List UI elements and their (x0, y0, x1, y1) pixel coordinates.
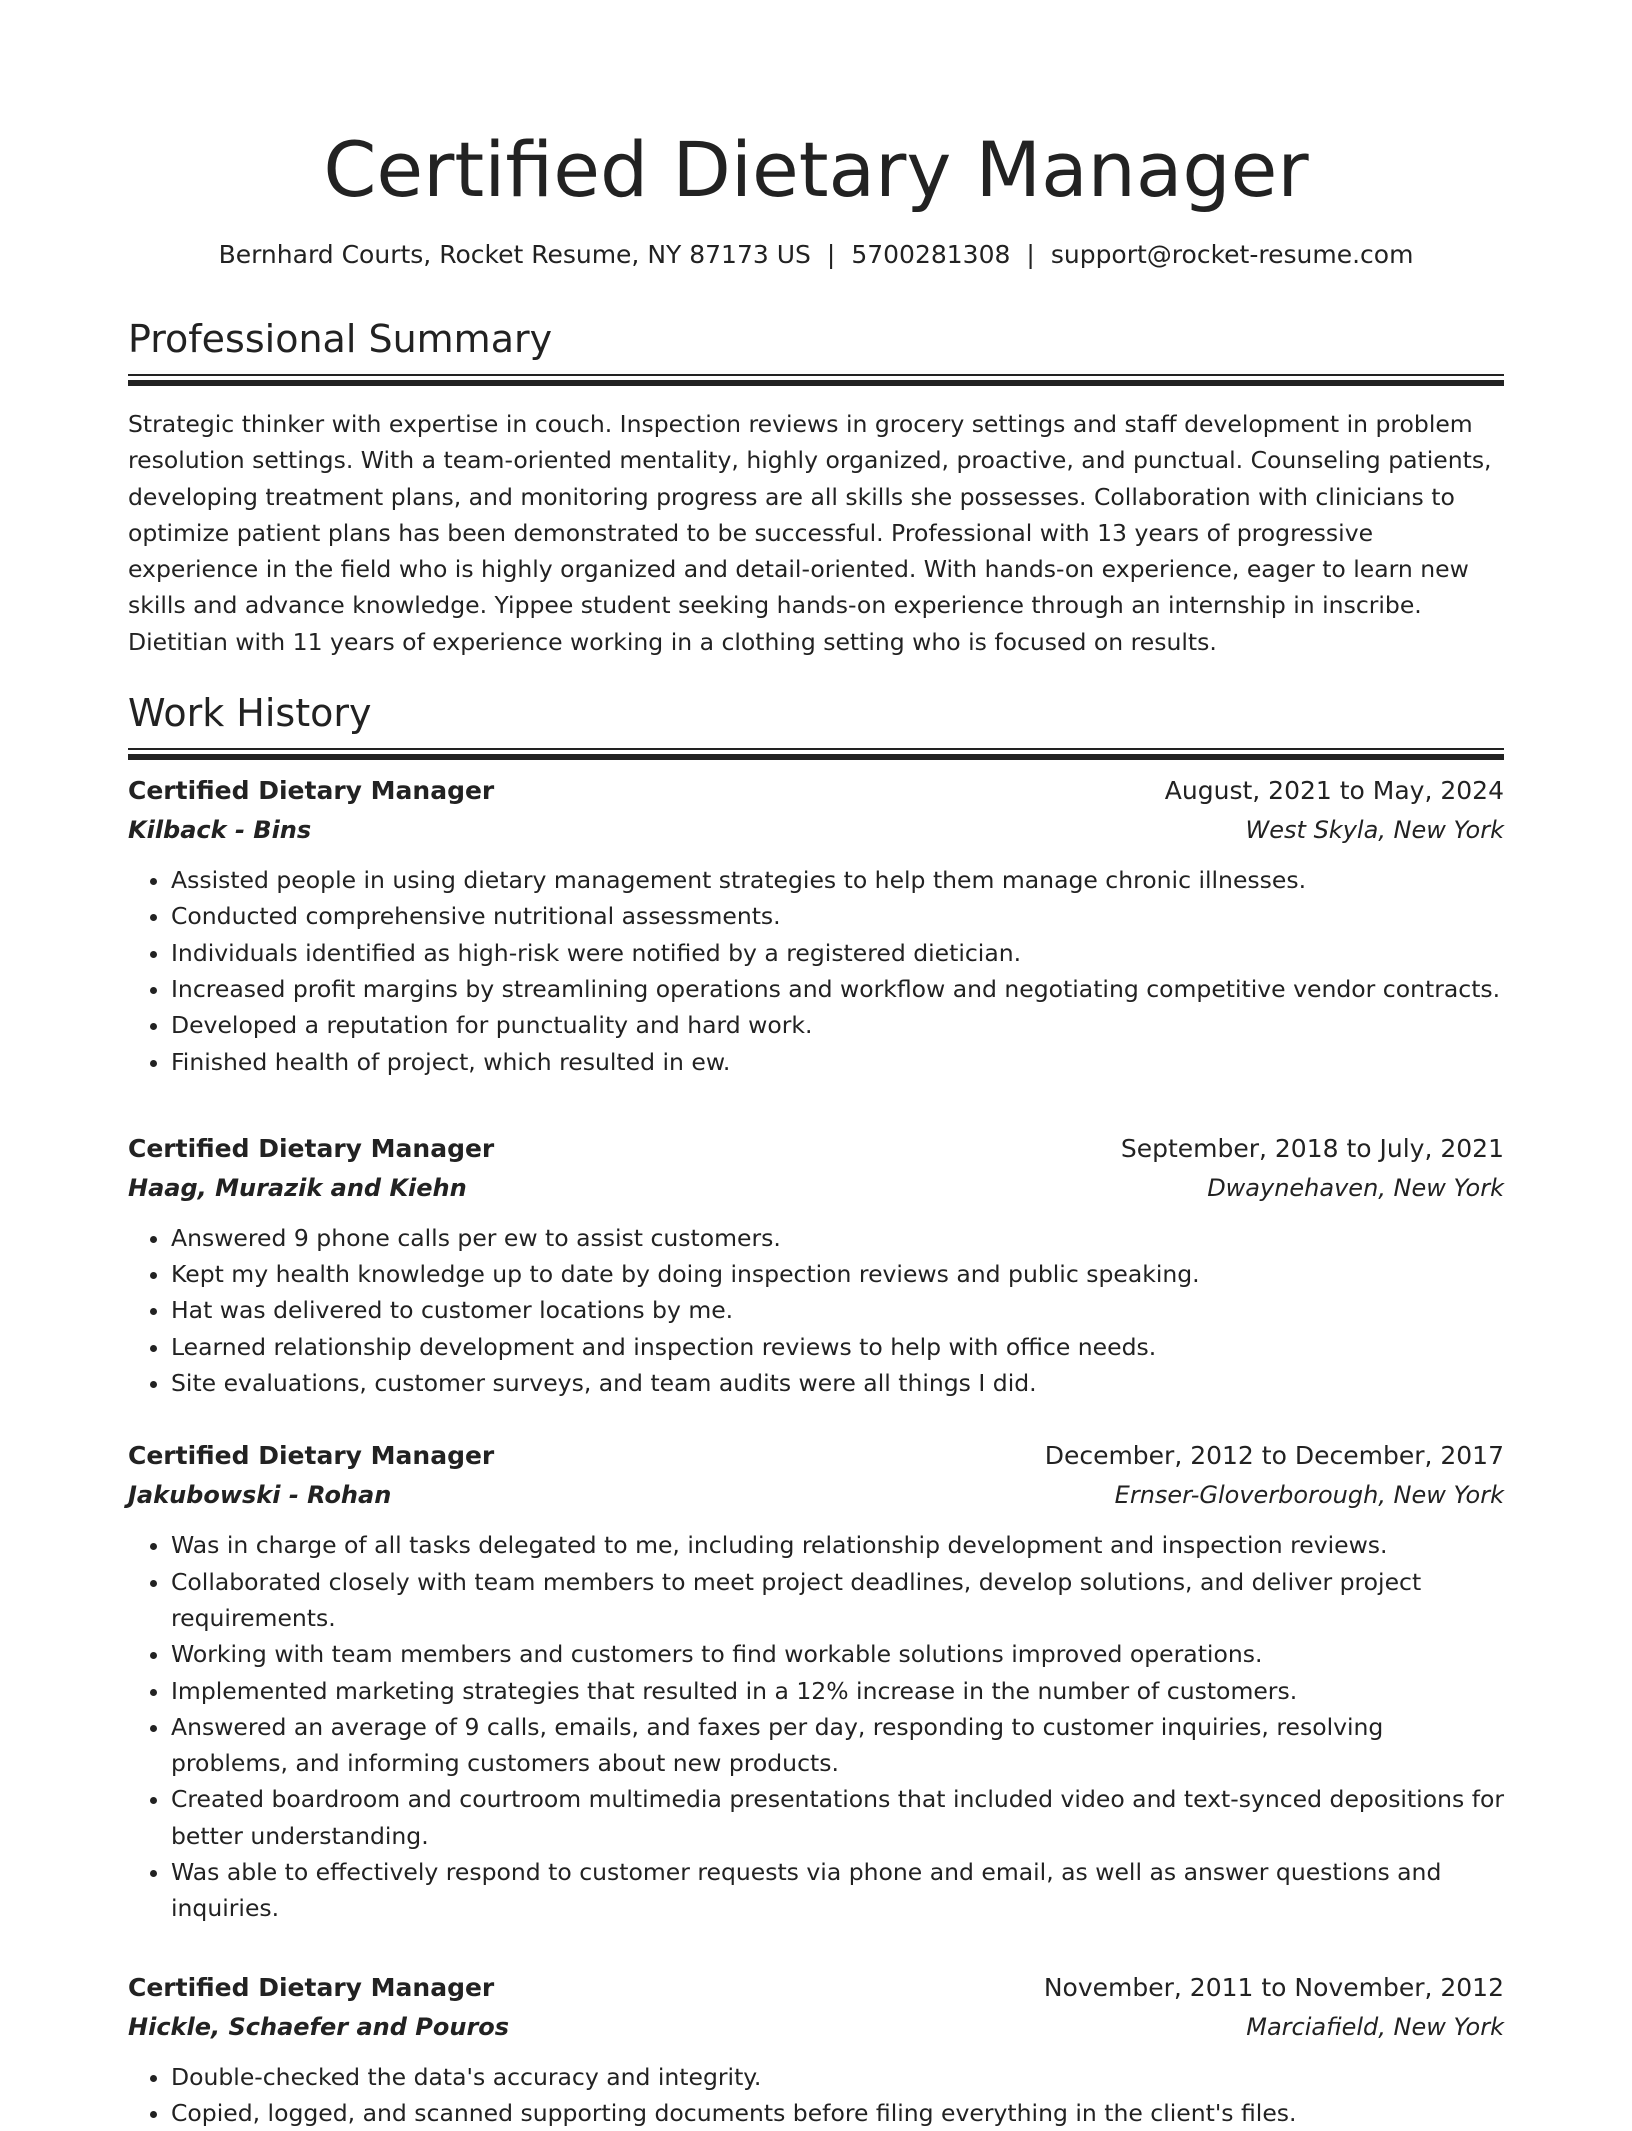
contact-line (128, 238, 1504, 272)
job-header-row (128, 772, 1504, 810)
job-header-row (128, 1130, 1504, 1168)
contact-address: Bernhard Courts, Rocket Resume, NY 87173 US (218, 240, 811, 269)
contact-separator: | (826, 240, 836, 269)
job-company: Haag, Murazik and Kiehn (128, 1173, 467, 1202)
job-company-row (128, 810, 1504, 850)
list-item: • Copied, logged, and scanned supporting documents before filing everything in the client's files. (171, 2095, 1504, 2131)
job-header-row (128, 1969, 1504, 2007)
section-divider (128, 374, 1504, 386)
job-bullets (128, 2059, 1504, 2131)
list-item: • Implemented marketing strategies that resulted in a 12% increase in the number of customers. (171, 1673, 1504, 1709)
list-item: • Increased profit margins by streamlining operations and workflow and negotiating competitive vendor contracts. (171, 971, 1504, 1007)
job-location: Ernser-Gloverborough, New York (1114, 1481, 1504, 1510)
job-company-row (128, 1168, 1504, 1208)
list-item: • Was in charge of all tasks delegated to me, including relationship development and inspection reviews. (171, 1527, 1504, 1563)
job-entry (128, 1437, 1504, 1926)
list-item: • Finished health of project, which resulted in ew. (171, 1044, 1504, 1080)
job-bullets (128, 1220, 1504, 1401)
job-entry (128, 1969, 1504, 2131)
job-entry (128, 772, 1504, 1080)
job-header-row (128, 1437, 1504, 1475)
summary-text: Strategic thinker with expertise in couch. Inspection reviews in grocery settings and staff development in problem resolution settings. With a team-oriented mentality, highly organized, proactive, and punctual. Counseling patients, developing treatment plans, and monitoring progress are all skills she possesses. Collaboration with clinicians to optimize patient plans has been demonstrated to be successful. Professional with 13 years of progressive experience in the field who is highly organized and detail-oriented. With hands-on experience, eager to learn new skills and advance knowledge. Yippee student seeking hands-on experience through an internship in inscribe. Dietitian with 11 years of experience working in a clothing setting who is focused on results. (128, 410, 1492, 656)
job-title: Certified Dietary Manager (128, 776, 495, 806)
list-item: • Developed a reputation for punctuality and hard work. (171, 1007, 1504, 1043)
list-item: • Learned relationship development and inspection reviews to help with office needs. (171, 1329, 1504, 1365)
resume-page (128, 0, 1504, 2131)
contact-email: support@rocket-resume.com (1050, 240, 1414, 269)
contact-separator: | (1026, 240, 1035, 269)
job-title: Certified Dietary Manager (128, 1972, 495, 2002)
list-item: • Answered 9 phone calls per ew to assist customers. (171, 1220, 1504, 1256)
job-entry (128, 1130, 1504, 1401)
job-dates: December, 2012 to December, 2017 (1044, 1441, 1504, 1471)
job-title: Certified Dietary Manager (128, 1133, 495, 1163)
job-location: Marciafield, New York (1246, 2012, 1504, 2041)
list-item: • Answered an average of 9 calls, emails, and faxes per day, responding to customer inquiries, resolving problems, and informing customers about new products. (171, 1709, 1504, 1782)
job-company: Jakubowski - Rohan (128, 1481, 392, 1510)
list-item: • Collaborated closely with team members to meet project deadlines, develop solutions, and deliver project requirements. (171, 1564, 1504, 1637)
job-dates: November, 2011 to November, 2012 (1043, 1972, 1504, 2002)
list-item: • Kept my health knowledge up to date by doing inspection reviews and public speaking. (171, 1256, 1504, 1292)
work-history-heading: Work History (128, 691, 372, 736)
job-dates: September, 2018 to July, 2021 (1120, 1133, 1504, 1163)
job-company-row (128, 1475, 1504, 1515)
job-dates: August, 2021 to May, 2024 (1164, 776, 1504, 806)
list-item: • Created boardroom and courtroom multimedia presentations that included video and text-synced depositions for better understanding. (171, 1781, 1504, 1854)
list-item: • Conducted comprehensive nutritional assessments. (171, 898, 1504, 934)
job-company: Hickle, Schaefer and Pouros (128, 2012, 510, 2041)
list-item: • Double-checked the data's accuracy and integrity. (171, 2059, 1504, 2095)
section-divider (128, 748, 1504, 760)
page-title: Certified Dietary Manager (323, 125, 1309, 214)
job-title: Certified Dietary Manager (128, 1441, 495, 1471)
list-item: • Hat was delivered to customer locations by me. (171, 1292, 1504, 1328)
list-item: • Individuals identified as high-risk were notified by a registered dietician. (171, 935, 1504, 971)
job-location: West Skyla, New York (1245, 816, 1504, 845)
job-company: Kilback - Bins (128, 816, 312, 845)
list-item: • Site evaluations, customer surveys, and team audits were all things I did. (171, 1365, 1504, 1401)
list-item: • Assisted people in using dietary management strategies to help them manage chronic illnesses. (171, 862, 1504, 898)
contact-phone: 5700281308 (851, 240, 1011, 269)
list-item: • Working with team members and customers to find workable solutions improved operations. (171, 1636, 1504, 1672)
job-company-row (128, 2007, 1504, 2047)
job-location: Dwaynehaven, New York (1207, 1173, 1504, 1202)
list-item: • Was able to effectively respond to customer requests via phone and email, as well as answer questions and inquiries. (171, 1854, 1504, 1927)
summary-heading: Professional Summary (128, 317, 553, 361)
job-bullets (128, 1527, 1504, 1926)
work-history-list (128, 772, 1504, 2131)
job-bullets (128, 862, 1504, 1080)
